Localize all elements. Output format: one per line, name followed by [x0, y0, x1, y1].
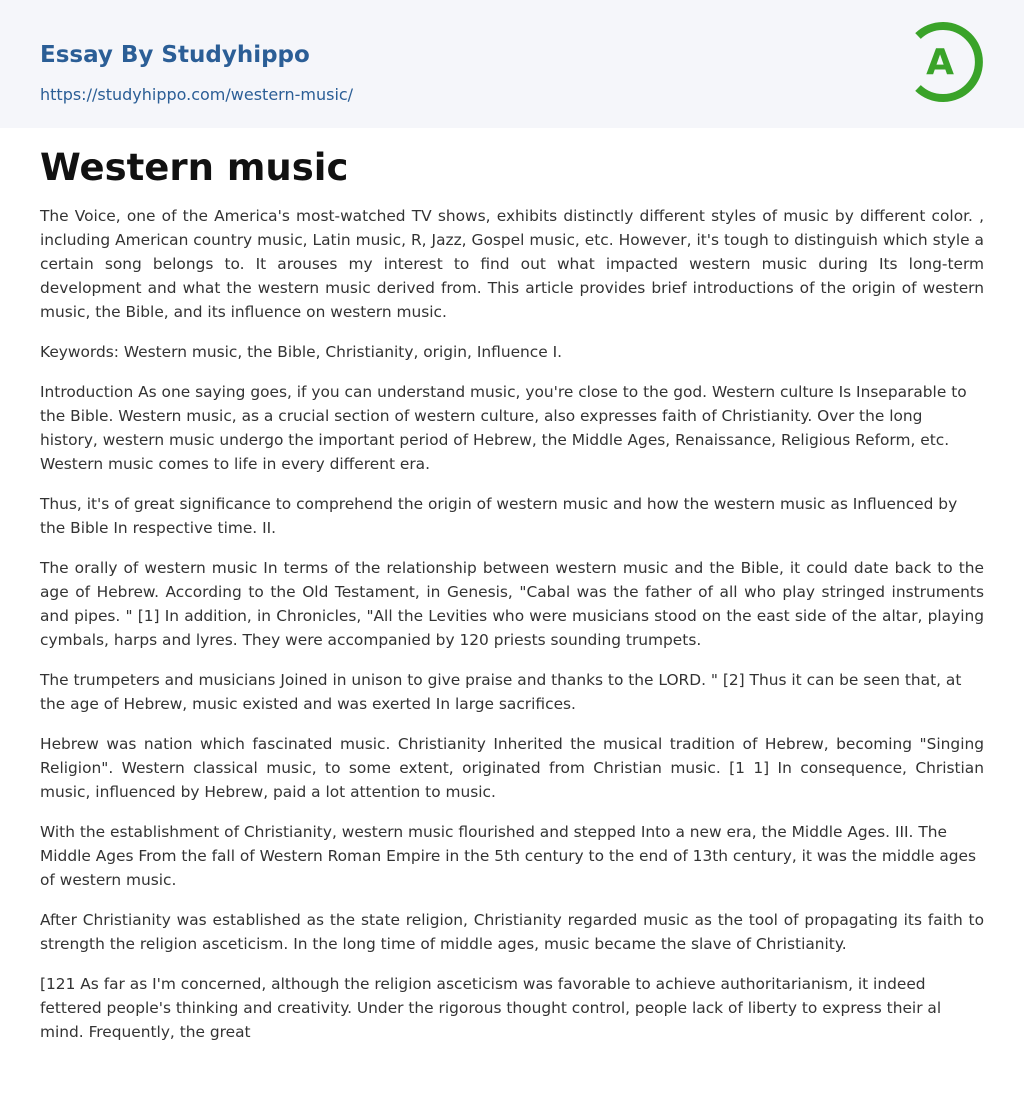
article-url-link[interactable]: https://studyhippo.com/western-music/	[40, 85, 354, 104]
paragraph-hebrew: Hebrew was nation which fascinated music. Christianity Inherited the musical tradition of Hebrew, becoming "Singing Religion". Western classical music, to some extent, originated from Christian music. [1 1] In consequence, Christian music, influenced by Hebrew, paid a lot attention to music.	[40, 734, 984, 801]
paragraph-origin: The orally of western music In terms of the relationship between western music and the Bible, it could date back to the age of Hebrew. According to the Old Testament, in Genesis, "Cabal was the father of all who play stringed instruments and pipes. " [1] In addition, in Chronicles, "All the Levities who were musicians stood on the east side of the altar, playing cymbals, harps and lyres. They were accompanied by 120 priests sounding trumpets.	[40, 558, 984, 649]
paragraph-keywords: Keywords: Western music, the Bible, Christianity, origin, Influence I.	[40, 342, 563, 361]
paragraph-introduction: Introduction As one saying goes, if you can understand music, you're close to the god. Western culture Is Inseparable to the Bible. Western music, as a crucial section of western culture, also expresses faith of Christianity. Over the long history, western music undergo the important period of Hebrew, the Middle Ages, Renaissance, Religious Reform, etc. Western music comes to life in every different era.	[40, 382, 967, 473]
logo-letter: A	[926, 42, 954, 83]
paragraph-asceticism: [121 As far as I'm concerned, although the religion asceticism was favorable to achieve authoritarianism, it indeed fettered people's thinking and creativity. Under the rigorous thought control, people lack of liberty to express their al mind. Frequently, the great	[40, 974, 942, 1041]
article-title: Western music	[40, 146, 349, 189]
paragraph-state-religion: After Christianity was established as the state religion, Christianity regarded music as the tool of propagating its faith to strength the religion asceticism. In the long time of middle ages, music became the slave of Christianity.	[40, 910, 984, 953]
site-header	[0, 0, 1024, 128]
paragraph-trumpeters: The trumpeters and musicians Joined in unison to give praise and thanks to the LORD. " [2] Thus it can be seen that, at the age of Hebrew, music existed and was exerted In large sacrifices.	[40, 670, 962, 713]
studyhippo-logo-icon[interactable]	[912, 18, 988, 106]
paragraph-middle-ages: With the establishment of Christianity, western music flourished and stepped Into a new era, the Middle Ages. III. The Middle Ages From the fall of Western Roman Empire in the 5th century to the end of 13th century, it was the middle ages of western music.	[40, 822, 977, 889]
paragraph-abstract: The Voice, one of the America's most-watched TV shows, exhibits distinctly different styles of music by different color. , including American country music, Latin music, R, Jazz, Gospel music, etc. However, it's tough to distinguish which style a certain song belongs to. It arouses my interest to find out what impacted western music during Its long-term development and what the western music derived from. This article provides brief introductions of the origin of western music, the Bible, and its influence on western music.	[40, 206, 984, 321]
site-brand[interactable]: Essay By Studyhippo	[40, 42, 310, 68]
paragraph-significance: Thus, it's of great significance to comprehend the origin of western music and how the western music as Influenced by the Bible In respective time. II.	[40, 494, 958, 537]
article-body	[0, 128, 1024, 1044]
